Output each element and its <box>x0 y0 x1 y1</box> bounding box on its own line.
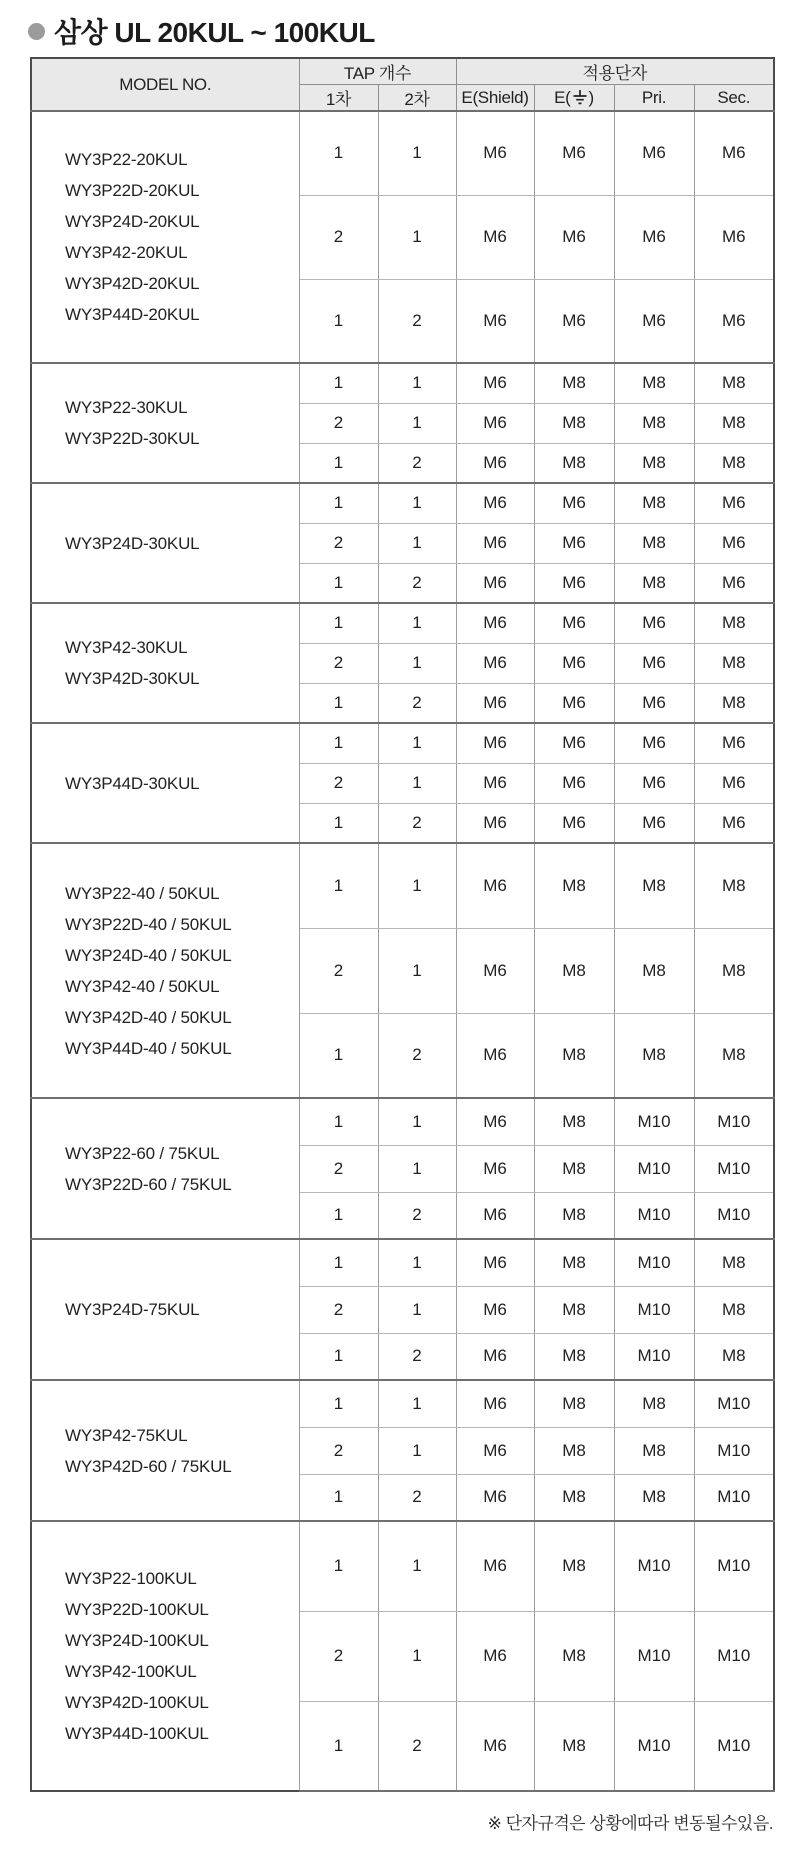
terminal-size-cell: M8 <box>534 1474 614 1521</box>
terminal-size-cell: M6 <box>534 643 614 683</box>
tap-count-cell: 1 <box>299 1192 378 1239</box>
terminal-size-cell: M6 <box>614 111 694 195</box>
terminal-size-cell: M6 <box>456 363 534 403</box>
tap-count-cell: 1 <box>378 1380 456 1427</box>
terminal-size-cell: M8 <box>534 1611 614 1701</box>
terminal-size-cell: M8 <box>614 843 694 928</box>
model-number: WY3P22-20KUL <box>65 150 188 169</box>
tap-count-cell: 1 <box>378 363 456 403</box>
terminal-size-cell: M8 <box>534 1013 614 1098</box>
tap-count-cell: 1 <box>299 111 378 195</box>
tap-count-cell: 1 <box>299 843 378 928</box>
tap-row <box>31 1239 774 1286</box>
tap-count-cell: 1 <box>378 1521 456 1611</box>
terminal-size-cell: M6 <box>614 643 694 683</box>
tap-row <box>31 363 774 403</box>
tap-count-cell: 2 <box>299 763 378 803</box>
terminal-size-cell: M6 <box>456 279 534 363</box>
terminal-size-cell: M8 <box>614 1380 694 1427</box>
model-number: WY3P22D-20KUL <box>65 181 200 200</box>
e-ground-suffix: ) <box>588 87 594 107</box>
terminal-size-cell: M10 <box>614 1701 694 1791</box>
model-list-cell <box>31 603 299 723</box>
tap-count-cell: 2 <box>378 1013 456 1098</box>
table-header <box>31 58 774 111</box>
model-number: WY3P42-75KUL <box>65 1425 188 1445</box>
col-header-tap-group: TAP 개수 <box>299 58 456 85</box>
terminal-size-cell: M6 <box>534 563 614 603</box>
tap-count-cell: 2 <box>299 1286 378 1333</box>
tap-row <box>31 483 774 523</box>
terminal-size-cell: M6 <box>456 1145 534 1192</box>
tap-count-cell: 2 <box>378 683 456 723</box>
model-list-cell <box>31 1521 299 1791</box>
terminal-size-cell: M6 <box>694 763 774 803</box>
tap-row <box>31 1521 774 1611</box>
tap-count-cell: 1 <box>378 723 456 763</box>
model-number: WY3P24D-30KUL <box>65 533 200 553</box>
model-list-cell <box>31 111 299 363</box>
col-header-pri: Pri. <box>614 85 694 112</box>
terminal-size-cell: M6 <box>456 603 534 643</box>
col-header-sec: Sec. <box>694 85 774 112</box>
tap-count-cell: 1 <box>378 1239 456 1286</box>
terminal-size-cell: M6 <box>456 683 534 723</box>
terminal-size-cell: M10 <box>614 1145 694 1192</box>
catalog-page <box>0 13 803 1850</box>
tap-row <box>31 1098 774 1145</box>
model-group <box>31 603 774 723</box>
model-number: WY3P42D-100KUL <box>65 1693 209 1712</box>
terminal-size-cell: M6 <box>456 1098 534 1145</box>
model-number: WY3P24D-20KUL <box>65 212 200 231</box>
terminal-size-cell: M6 <box>694 111 774 195</box>
terminal-size-cell: M8 <box>694 1333 774 1380</box>
col-header-e-shield: E(Shield) <box>456 85 534 112</box>
model-number: WY3P22-60 / 75KUL <box>65 1143 220 1163</box>
tap-count-cell: 1 <box>299 1333 378 1380</box>
terminal-size-cell: M8 <box>534 403 614 443</box>
terminal-size-cell: M8 <box>534 1701 614 1791</box>
terminal-size-cell: M6 <box>456 1333 534 1380</box>
tap-row <box>31 1380 774 1427</box>
terminal-size-cell: M6 <box>614 603 694 643</box>
tap-count-cell: 1 <box>378 523 456 563</box>
terminal-size-cell: M8 <box>614 523 694 563</box>
terminal-size-cell: M8 <box>614 928 694 1013</box>
terminal-size-cell: M6 <box>694 279 774 363</box>
model-number: WY3P24D-40 / 50KUL <box>65 945 232 965</box>
spec-table <box>30 57 775 1792</box>
terminal-size-cell: M6 <box>456 723 534 763</box>
tap-count-cell: 1 <box>299 483 378 523</box>
model-number: WY3P44D-30KUL <box>65 773 200 793</box>
model-number: WY3P22-30KUL <box>65 398 188 417</box>
model-number: WY3P44D-40 / 50KUL <box>65 1038 232 1058</box>
tap-count-cell: 1 <box>299 1474 378 1521</box>
page-title <box>28 13 803 49</box>
tap-count-cell: 2 <box>378 1701 456 1791</box>
model-number: WY3P22D-40 / 50KUL <box>65 914 232 934</box>
tap-count-cell: 1 <box>299 563 378 603</box>
model-number: WY3P42D-20KUL <box>65 274 200 293</box>
terminal-size-cell: M6 <box>694 563 774 603</box>
terminal-size-cell: M6 <box>534 683 614 723</box>
tap-count-cell: 1 <box>378 843 456 928</box>
tap-row <box>31 723 774 763</box>
tap-count-cell: 2 <box>378 803 456 843</box>
model-list-cell <box>31 363 299 483</box>
terminal-size-cell: M6 <box>456 1239 534 1286</box>
terminal-size-cell: M8 <box>534 1192 614 1239</box>
terminal-size-cell: M6 <box>456 195 534 279</box>
terminal-size-cell: M8 <box>694 683 774 723</box>
terminal-size-cell: M8 <box>614 1427 694 1474</box>
terminal-size-cell: M6 <box>456 483 534 523</box>
terminal-size-cell: M8 <box>534 443 614 483</box>
terminal-size-cell: M8 <box>694 443 774 483</box>
terminal-size-cell: M6 <box>694 723 774 763</box>
model-group <box>31 1239 774 1380</box>
terminal-size-cell: M8 <box>534 1098 614 1145</box>
terminal-size-cell: M6 <box>534 279 614 363</box>
terminal-size-cell: M6 <box>456 1013 534 1098</box>
terminal-size-cell: M8 <box>694 403 774 443</box>
terminal-size-cell: M6 <box>456 1286 534 1333</box>
model-group <box>31 1098 774 1239</box>
tap-count-cell: 2 <box>299 1145 378 1192</box>
terminal-size-cell: M10 <box>694 1427 774 1474</box>
terminal-size-cell: M6 <box>534 195 614 279</box>
tap-count-cell: 2 <box>299 523 378 563</box>
tap-count-cell: 1 <box>378 1145 456 1192</box>
tap-count-cell: 1 <box>378 1098 456 1145</box>
model-number: WY3P22-40 / 50KUL <box>65 883 220 903</box>
tap-row <box>31 603 774 643</box>
terminal-size-cell: M6 <box>614 683 694 723</box>
tap-count-cell: 1 <box>299 279 378 363</box>
terminal-size-cell: M6 <box>534 523 614 563</box>
tap-count-cell: 2 <box>299 195 378 279</box>
tap-count-cell: 2 <box>378 1333 456 1380</box>
terminal-size-cell: M10 <box>614 1239 694 1286</box>
terminal-size-cell: M8 <box>694 363 774 403</box>
tap-count-cell: 1 <box>299 803 378 843</box>
terminal-size-cell: M6 <box>456 763 534 803</box>
tap-count-cell: 2 <box>378 563 456 603</box>
model-number: WY3P42D-60 / 75KUL <box>65 1456 232 1476</box>
terminal-size-cell: M8 <box>694 928 774 1013</box>
terminal-size-cell: M8 <box>534 1239 614 1286</box>
terminal-size-cell: M8 <box>694 1286 774 1333</box>
terminal-size-cell: M6 <box>456 403 534 443</box>
terminal-size-cell: M10 <box>694 1701 774 1791</box>
tap-count-cell: 1 <box>299 1701 378 1791</box>
tap-count-cell: 1 <box>299 603 378 643</box>
bullet-icon <box>28 23 45 40</box>
model-group <box>31 1521 774 1791</box>
terminal-size-cell: M8 <box>534 1427 614 1474</box>
terminal-size-cell: M6 <box>614 279 694 363</box>
terminal-size-cell: M8 <box>614 403 694 443</box>
model-group <box>31 1380 774 1521</box>
tap-count-cell: 1 <box>378 1611 456 1701</box>
terminal-size-cell: M6 <box>694 523 774 563</box>
terminal-size-cell: M10 <box>614 1333 694 1380</box>
terminal-size-cell: M10 <box>614 1098 694 1145</box>
tap-count-cell: 2 <box>378 1192 456 1239</box>
terminal-size-cell: M6 <box>456 1474 534 1521</box>
tap-count-cell: 1 <box>299 683 378 723</box>
tap-count-cell: 1 <box>299 1013 378 1098</box>
tap-count-cell: 1 <box>299 1521 378 1611</box>
header-row-groups <box>31 58 774 85</box>
terminal-size-cell: M10 <box>694 1380 774 1427</box>
terminal-size-cell: M6 <box>694 195 774 279</box>
col-header-model: MODEL NO. <box>31 58 299 111</box>
terminal-size-cell: M8 <box>534 928 614 1013</box>
terminal-size-cell: M6 <box>534 723 614 763</box>
terminal-size-cell: M10 <box>614 1286 694 1333</box>
terminal-size-cell: M6 <box>534 603 614 643</box>
model-list-cell <box>31 843 299 1098</box>
tap-count-cell: 2 <box>299 643 378 683</box>
terminal-size-cell: M10 <box>614 1192 694 1239</box>
terminal-size-cell: M8 <box>534 1286 614 1333</box>
tap-count-cell: 2 <box>378 279 456 363</box>
tap-count-cell: 1 <box>378 643 456 683</box>
terminal-size-cell: M6 <box>456 928 534 1013</box>
terminal-size-cell: M8 <box>534 1145 614 1192</box>
model-number: WY3P22-100KUL <box>65 1569 197 1588</box>
model-number: WY3P22D-30KUL <box>65 429 200 448</box>
model-list-cell <box>31 1098 299 1239</box>
terminal-size-cell: M8 <box>534 1333 614 1380</box>
tap-row <box>31 111 774 195</box>
model-number: WY3P42-100KUL <box>65 1662 197 1681</box>
col-header-tap-secondary: 2차 <box>378 85 456 112</box>
terminal-size-cell: M6 <box>456 563 534 603</box>
terminal-size-cell: M6 <box>456 1521 534 1611</box>
tap-count-cell: 1 <box>299 1239 378 1286</box>
tap-count-cell: 1 <box>378 483 456 523</box>
tap-count-cell: 2 <box>378 1474 456 1521</box>
terminal-size-cell: M10 <box>694 1474 774 1521</box>
terminal-size-cell: M6 <box>456 1701 534 1791</box>
terminal-size-cell: M6 <box>534 803 614 843</box>
tap-row <box>31 843 774 928</box>
terminal-size-cell: M10 <box>694 1145 774 1192</box>
model-number: WY3P44D-20KUL <box>65 305 200 324</box>
terminal-size-cell: M6 <box>456 1611 534 1701</box>
model-group <box>31 363 774 483</box>
terminal-size-cell: M6 <box>614 763 694 803</box>
tap-count-cell: 1 <box>378 403 456 443</box>
model-number: WY3P44D-100KUL <box>65 1724 209 1743</box>
model-list-cell <box>31 723 299 843</box>
model-number: WY3P24D-75KUL <box>65 1300 200 1319</box>
model-number: WY3P24D-100KUL <box>65 1631 209 1650</box>
model-group <box>31 723 774 843</box>
tap-count-cell: 2 <box>299 1611 378 1701</box>
tap-count-cell: 1 <box>378 763 456 803</box>
terminal-size-cell: M10 <box>614 1521 694 1611</box>
terminal-size-cell: M6 <box>456 843 534 928</box>
tap-count-cell: 1 <box>378 1286 456 1333</box>
tap-count-cell: 1 <box>299 1098 378 1145</box>
terminal-size-cell: M6 <box>456 803 534 843</box>
footnote: ※ 단자규격은 상황에따라 변동될수있음. <box>487 1814 773 1833</box>
terminal-size-cell: M8 <box>534 363 614 403</box>
model-group <box>31 483 774 603</box>
tap-count-cell: 1 <box>378 928 456 1013</box>
model-list-cell <box>31 1239 299 1380</box>
model-number: WY3P42D-30KUL <box>65 669 200 688</box>
col-header-tap-primary: 1차 <box>299 85 378 112</box>
terminal-size-cell: M8 <box>694 603 774 643</box>
model-number: WY3P22D-60 / 75KUL <box>65 1174 232 1194</box>
terminal-size-cell: M8 <box>534 1380 614 1427</box>
terminal-size-cell: M6 <box>456 443 534 483</box>
terminal-size-cell: M6 <box>614 195 694 279</box>
terminal-size-cell: M8 <box>694 843 774 928</box>
terminal-size-cell: M8 <box>614 483 694 523</box>
col-header-terminal-group: 적용단자 <box>456 58 774 85</box>
tap-count-cell: 1 <box>378 1427 456 1474</box>
tap-count-cell: 1 <box>299 1380 378 1427</box>
tap-count-cell: 1 <box>378 195 456 279</box>
tap-count-cell: 2 <box>299 928 378 1013</box>
tap-count-cell: 1 <box>299 443 378 483</box>
terminal-size-cell: M6 <box>456 643 534 683</box>
terminal-size-cell: M8 <box>614 363 694 403</box>
model-group <box>31 843 774 1098</box>
model-list-cell <box>31 1380 299 1521</box>
terminal-size-cell: M6 <box>694 803 774 843</box>
terminal-size-cell: M6 <box>456 111 534 195</box>
terminal-size-cell: M10 <box>614 1611 694 1701</box>
terminal-size-cell: M8 <box>694 1239 774 1286</box>
page-title-text: 삼상 UL 20KUL ~ 100KUL <box>54 17 375 48</box>
terminal-size-cell: M6 <box>694 483 774 523</box>
terminal-size-cell: M8 <box>534 843 614 928</box>
earth-ground-icon <box>572 90 588 105</box>
terminal-size-cell: M8 <box>694 1013 774 1098</box>
model-list-cell <box>31 483 299 603</box>
model-number: WY3P22D-100KUL <box>65 1600 209 1619</box>
terminal-size-cell: M10 <box>694 1192 774 1239</box>
terminal-size-cell: M6 <box>456 1380 534 1427</box>
tap-count-cell: 2 <box>378 443 456 483</box>
terminal-size-cell: M6 <box>614 803 694 843</box>
model-number: WY3P42-30KUL <box>65 638 188 657</box>
model-number: WY3P42-20KUL <box>65 243 188 262</box>
terminal-size-cell: M6 <box>534 111 614 195</box>
terminal-size-cell: M6 <box>456 523 534 563</box>
terminal-size-cell: M10 <box>694 1098 774 1145</box>
terminal-size-cell: M8 <box>614 443 694 483</box>
terminal-size-cell: M6 <box>456 1192 534 1239</box>
e-ground-prefix: E( <box>554 87 571 107</box>
terminal-size-cell: M10 <box>694 1521 774 1611</box>
terminal-size-cell: M8 <box>614 1474 694 1521</box>
tap-count-cell: 1 <box>378 111 456 195</box>
col-header-e-ground <box>534 85 614 112</box>
tap-count-cell: 1 <box>378 603 456 643</box>
model-number: WY3P42-40 / 50KUL <box>65 976 220 996</box>
model-group <box>31 111 774 363</box>
terminal-size-cell: M6 <box>614 723 694 763</box>
tap-count-cell: 1 <box>299 723 378 763</box>
terminal-size-cell: M6 <box>456 1427 534 1474</box>
tap-count-cell: 2 <box>299 403 378 443</box>
tap-count-cell: 1 <box>299 363 378 403</box>
terminal-size-cell: M6 <box>534 763 614 803</box>
model-number: WY3P42D-40 / 50KUL <box>65 1007 232 1027</box>
terminal-size-cell: M8 <box>534 1521 614 1611</box>
terminal-size-cell: M6 <box>534 483 614 523</box>
tap-count-cell: 2 <box>299 1427 378 1474</box>
terminal-size-cell: M8 <box>614 1013 694 1098</box>
terminal-size-cell: M10 <box>694 1611 774 1701</box>
terminal-size-cell: M8 <box>694 643 774 683</box>
terminal-size-cell: M8 <box>614 563 694 603</box>
